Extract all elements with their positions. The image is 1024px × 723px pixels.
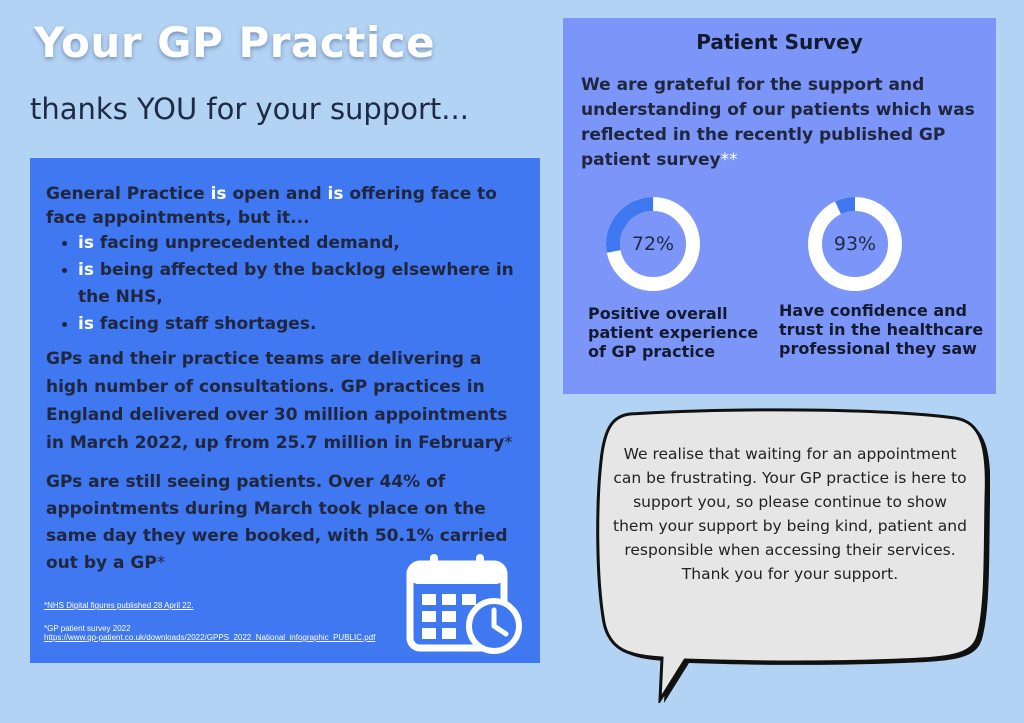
confidence-label: Have confidence and trust in the healthcare professional they saw (779, 301, 984, 358)
support-message: We realise that waiting for an appointment can be frustrating. Your GP practice is here to support you, so please continue to show them your support by being kind, patient and responsible when accessing their services. Thank you for your support. (613, 445, 967, 583)
list-item (62, 257, 524, 311)
bullet-is: is (78, 233, 94, 253)
pressure-list (46, 230, 524, 338)
intro-text-1: General Practice (46, 184, 211, 204)
consultations-text: GPs and their practice teams are delivering a high number of consultations. GP practices in England delivered over 30 million appointments in March 2022, up from 25.7 million in February (46, 349, 508, 453)
nhs-digital-footnote: *NHS Digital figures published 28 April 22. (44, 601, 194, 610)
bullet-is: is (78, 314, 94, 334)
bullet-icon (62, 322, 67, 327)
page-title: Your GP Practice (34, 18, 436, 67)
bullet-is: is (78, 260, 94, 280)
page-subtitle: thanks YOU for your support... (30, 92, 469, 126)
bullet-icon (62, 268, 67, 273)
survey-title: Patient Survey (696, 30, 863, 54)
survey-footnote-link[interactable]: https://www.gp-patient.co.uk/downloads/2022/GPPS_2022_National_infographic_PUBLIC.pdf (44, 633, 376, 642)
speech-bubble (590, 408, 990, 703)
list-item (62, 230, 524, 257)
list-item (62, 311, 524, 338)
experience-label: Positive overall patient experience of GP practice (588, 304, 759, 361)
consultations-footnote-mark: * (504, 433, 513, 453)
bullet-icon (62, 241, 67, 246)
survey-intro-text: We are grateful for the support and understanding of our patients which was reflected in the recently published GP patient survey (581, 75, 975, 170)
same-day-text: GPs are still seeing patients. Over 44% of appointments during March took place on the same day they were booked, with 50.1% carried out by a GP (46, 472, 508, 573)
donut-value: 72% (631, 233, 675, 255)
bullet-text: facing unprecedented demand, (93, 233, 400, 253)
survey-footnote-title: *GP patient survey 2022 (44, 624, 131, 633)
consultations-paragraph (46, 345, 524, 457)
patient-survey-panel (563, 18, 996, 394)
calendar-clock-icon (406, 550, 526, 655)
donut-value: 93% (833, 233, 877, 255)
intro-is-1: is (210, 184, 227, 204)
survey-footnote-mark: ** (720, 150, 738, 170)
same-day-footnote-mark: * (156, 553, 166, 573)
intro-text-3: offering face to face appointments, but it... (46, 184, 497, 228)
bullet-text: being affected by the backlog elsewhere in the NHS, (78, 260, 514, 307)
intro-is-2: is (327, 184, 344, 204)
experience-donut (605, 196, 701, 292)
intro-text-2: open and (226, 184, 328, 204)
intro-paragraph (46, 182, 524, 230)
survey-footnote (44, 624, 414, 642)
info-panel (30, 158, 540, 663)
confidence-donut (807, 196, 903, 292)
survey-intro (581, 73, 981, 173)
bullet-text: facing staff shortages. (93, 314, 317, 334)
